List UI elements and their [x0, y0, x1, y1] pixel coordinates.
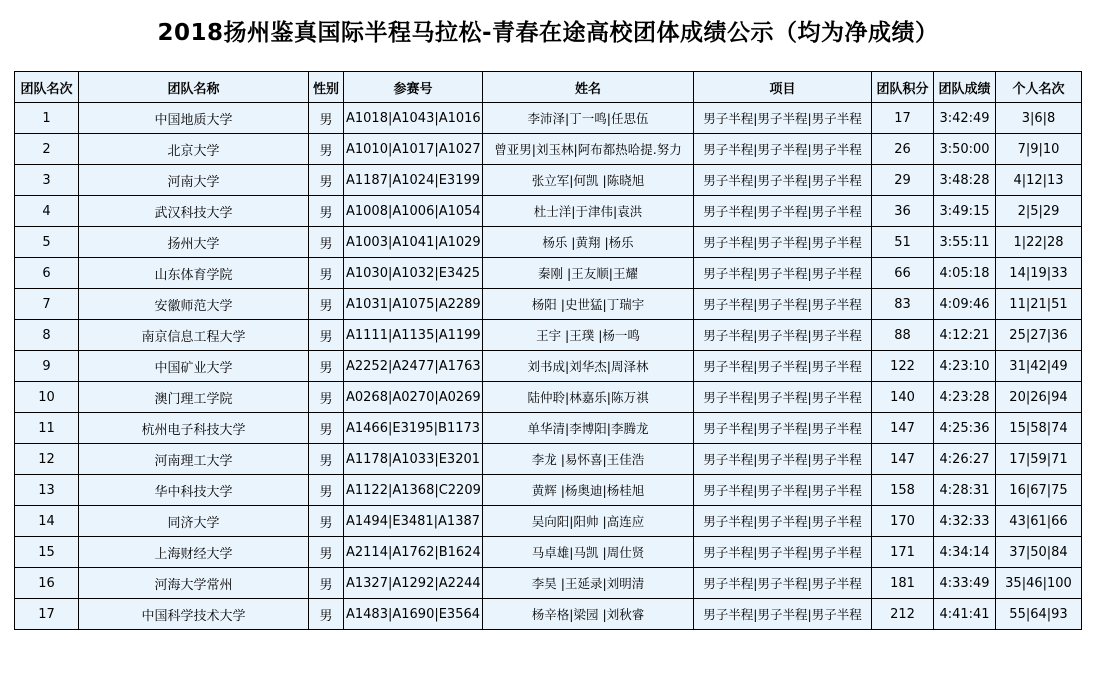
- cell-event: 男子半程|男子半程|男子半程: [694, 289, 872, 320]
- cell-bib-numbers: A0268|A0270|A0269: [344, 382, 483, 413]
- table-row: [15, 289, 1082, 320]
- cell-team-rank: 3: [15, 165, 79, 196]
- cell-individual-ranks: 4|12|13: [996, 165, 1082, 196]
- cell-runner-names: 张立军|何凯 |陈晓旭: [483, 165, 694, 196]
- cell-team-points: 29: [872, 165, 934, 196]
- table-body: [15, 103, 1082, 630]
- cell-event: 男子半程|男子半程|男子半程: [694, 258, 872, 289]
- cell-event: 男子半程|男子半程|男子半程: [694, 568, 872, 599]
- cell-runner-names: 李昊 |王延录|刘明清: [483, 568, 694, 599]
- cell-bib-numbers: A1111|A1135|A1199: [344, 320, 483, 351]
- cell-team-name: 华中科技大学: [79, 475, 309, 506]
- column-header-team-time: 团队成绩: [934, 72, 996, 103]
- cell-team-name: 河南大学: [79, 165, 309, 196]
- cell-team-rank: 4: [15, 196, 79, 227]
- cell-team-time: 4:33:49: [934, 568, 996, 599]
- cell-team-points: 147: [872, 444, 934, 475]
- cell-team-name: 中国矿业大学: [79, 351, 309, 382]
- cell-event: 男子半程|男子半程|男子半程: [694, 506, 872, 537]
- cell-event: 男子半程|男子半程|男子半程: [694, 165, 872, 196]
- cell-team-time: 3:55:11: [934, 227, 996, 258]
- cell-bib-numbers: A1008|A1006|A1054: [344, 196, 483, 227]
- table-row: [15, 599, 1082, 630]
- column-header-runner-names: 姓名: [483, 72, 694, 103]
- cell-runner-names: 杜士洋|于津伟|袁洪: [483, 196, 694, 227]
- cell-team-points: 212: [872, 599, 934, 630]
- cell-team-points: 122: [872, 351, 934, 382]
- cell-event: 男子半程|男子半程|男子半程: [694, 599, 872, 630]
- cell-team-points: 170: [872, 506, 934, 537]
- cell-team-name: 安徽师范大学: [79, 289, 309, 320]
- cell-bib-numbers: A1122|A1368|C2209: [344, 475, 483, 506]
- cell-individual-ranks: 55|64|93: [996, 599, 1082, 630]
- cell-team-name: 河南理工大学: [79, 444, 309, 475]
- results-table: [14, 71, 1082, 630]
- cell-team-name: 上海财经大学: [79, 537, 309, 568]
- cell-individual-ranks: 14|19|33: [996, 258, 1082, 289]
- cell-runner-names: 杨辛格|梁园 |刘秋睿: [483, 599, 694, 630]
- cell-runner-names: 李沛泽|丁一鸣|任思伍: [483, 103, 694, 134]
- cell-individual-ranks: 2|5|29: [996, 196, 1082, 227]
- cell-gender: 男: [309, 196, 344, 227]
- cell-team-name: 中国地质大学: [79, 103, 309, 134]
- cell-team-time: 4:23:28: [934, 382, 996, 413]
- cell-bib-numbers: A1494|E3481|A1387: [344, 506, 483, 537]
- column-header-team-rank: 团队名次: [15, 72, 79, 103]
- cell-individual-ranks: 20|26|94: [996, 382, 1082, 413]
- cell-team-name: 杭州电子科技大学: [79, 413, 309, 444]
- cell-team-time: 4:32:33: [934, 506, 996, 537]
- table-row: [15, 413, 1082, 444]
- cell-runner-names: 吴向阳|阳帅 |高连应: [483, 506, 694, 537]
- cell-bib-numbers: A1466|E3195|B1173: [344, 413, 483, 444]
- cell-bib-numbers: A1187|A1024|E3199: [344, 165, 483, 196]
- cell-individual-ranks: 31|42|49: [996, 351, 1082, 382]
- table-row: [15, 537, 1082, 568]
- table-row: [15, 103, 1082, 134]
- cell-team-points: 83: [872, 289, 934, 320]
- cell-team-name: 澳门理工学院: [79, 382, 309, 413]
- cell-bib-numbers: A1003|A1041|A1029: [344, 227, 483, 258]
- cell-team-rank: 10: [15, 382, 79, 413]
- cell-team-rank: 9: [15, 351, 79, 382]
- cell-team-time: 4:05:18: [934, 258, 996, 289]
- cell-runner-names: 马卓雄|马凯 |周仕贤: [483, 537, 694, 568]
- cell-team-time: 4:34:14: [934, 537, 996, 568]
- column-header-team-name: 团队名称: [79, 72, 309, 103]
- cell-gender: 男: [309, 103, 344, 134]
- cell-individual-ranks: 11|21|51: [996, 289, 1082, 320]
- table-row: [15, 475, 1082, 506]
- cell-gender: 男: [309, 165, 344, 196]
- cell-team-rank: 14: [15, 506, 79, 537]
- cell-team-name: 扬州大学: [79, 227, 309, 258]
- column-header-bib-numbers: 参赛号: [344, 72, 483, 103]
- cell-bib-numbers: A1327|A1292|A2244: [344, 568, 483, 599]
- table-row: [15, 568, 1082, 599]
- cell-individual-ranks: 37|50|84: [996, 537, 1082, 568]
- cell-runner-names: 刘书成|刘华杰|周泽林: [483, 351, 694, 382]
- cell-team-time: 4:12:21: [934, 320, 996, 351]
- cell-individual-ranks: 17|59|71: [996, 444, 1082, 475]
- cell-team-points: 36: [872, 196, 934, 227]
- cell-bib-numbers: A1178|A1033|E3201: [344, 444, 483, 475]
- table-row: [15, 444, 1082, 475]
- cell-event: 男子半程|男子半程|男子半程: [694, 196, 872, 227]
- cell-individual-ranks: 15|58|74: [996, 413, 1082, 444]
- cell-bib-numbers: A1018|A1043|A1016: [344, 103, 483, 134]
- table-row: [15, 506, 1082, 537]
- cell-team-name: 中国科学技术大学: [79, 599, 309, 630]
- cell-gender: 男: [309, 320, 344, 351]
- cell-team-time: 4:23:10: [934, 351, 996, 382]
- cell-team-rank: 11: [15, 413, 79, 444]
- cell-team-rank: 15: [15, 537, 79, 568]
- cell-runner-names: 曾亚男|刘玉林|阿布都热哈提.努力: [483, 134, 694, 165]
- cell-event: 男子半程|男子半程|男子半程: [694, 413, 872, 444]
- cell-gender: 男: [309, 351, 344, 382]
- cell-runner-names: 黄辉 |杨奥迪|杨桂旭: [483, 475, 694, 506]
- cell-team-rank: 8: [15, 320, 79, 351]
- cell-team-points: 158: [872, 475, 934, 506]
- cell-gender: 男: [309, 568, 344, 599]
- table-row: [15, 382, 1082, 413]
- cell-team-rank: 17: [15, 599, 79, 630]
- cell-individual-ranks: 35|46|100: [996, 568, 1082, 599]
- cell-runner-names: 陆仲聆|林嘉乐|陈万祺: [483, 382, 694, 413]
- cell-runner-names: 秦刚 |王友顺|王耀: [483, 258, 694, 289]
- cell-team-points: 17: [872, 103, 934, 134]
- cell-team-name: 同济大学: [79, 506, 309, 537]
- cell-gender: 男: [309, 227, 344, 258]
- column-header-team-points: 团队积分: [872, 72, 934, 103]
- cell-event: 男子半程|男子半程|男子半程: [694, 351, 872, 382]
- cell-event: 男子半程|男子半程|男子半程: [694, 475, 872, 506]
- cell-team-rank: 6: [15, 258, 79, 289]
- cell-event: 男子半程|男子半程|男子半程: [694, 227, 872, 258]
- cell-team-rank: 12: [15, 444, 79, 475]
- cell-runner-names: 王宇 |王璞 |杨一鸣: [483, 320, 694, 351]
- cell-runner-names: 杨乐 |黄翔 |杨乐: [483, 227, 694, 258]
- cell-team-points: 88: [872, 320, 934, 351]
- cell-team-time: 3:49:15: [934, 196, 996, 227]
- cell-team-rank: 5: [15, 227, 79, 258]
- cell-event: 男子半程|男子半程|男子半程: [694, 382, 872, 413]
- cell-team-name: 武汉科技大学: [79, 196, 309, 227]
- cell-team-name: 北京大学: [79, 134, 309, 165]
- cell-gender: 男: [309, 506, 344, 537]
- cell-gender: 男: [309, 537, 344, 568]
- cell-team-points: 26: [872, 134, 934, 165]
- cell-team-time: 4:28:31: [934, 475, 996, 506]
- cell-gender: 男: [309, 444, 344, 475]
- cell-gender: 男: [309, 134, 344, 165]
- cell-team-points: 140: [872, 382, 934, 413]
- cell-gender: 男: [309, 258, 344, 289]
- cell-bib-numbers: A1031|A1075|A2289: [344, 289, 483, 320]
- header-row: [15, 72, 1082, 103]
- cell-team-points: 181: [872, 568, 934, 599]
- table-row: [15, 320, 1082, 351]
- cell-event: 男子半程|男子半程|男子半程: [694, 134, 872, 165]
- cell-bib-numbers: A2252|A2477|A1763: [344, 351, 483, 382]
- cell-individual-ranks: 7|9|10: [996, 134, 1082, 165]
- cell-team-rank: 7: [15, 289, 79, 320]
- cell-team-time: 4:25:36: [934, 413, 996, 444]
- cell-gender: 男: [309, 289, 344, 320]
- cell-team-rank: 16: [15, 568, 79, 599]
- cell-event: 男子半程|男子半程|男子半程: [694, 444, 872, 475]
- cell-event: 男子半程|男子半程|男子半程: [694, 320, 872, 351]
- cell-individual-ranks: 43|61|66: [996, 506, 1082, 537]
- cell-team-time: 4:26:27: [934, 444, 996, 475]
- cell-team-time: 3:48:28: [934, 165, 996, 196]
- cell-team-time: 3:50:00: [934, 134, 996, 165]
- cell-gender: 男: [309, 382, 344, 413]
- cell-bib-numbers: A1010|A1017|A1027: [344, 134, 483, 165]
- cell-event: 男子半程|男子半程|男子半程: [694, 103, 872, 134]
- cell-team-points: 171: [872, 537, 934, 568]
- cell-team-points: 147: [872, 413, 934, 444]
- cell-bib-numbers: A1483|A1690|E3564: [344, 599, 483, 630]
- cell-team-time: 4:09:46: [934, 289, 996, 320]
- table-row: [15, 165, 1082, 196]
- cell-gender: 男: [309, 475, 344, 506]
- cell-team-rank: 2: [15, 134, 79, 165]
- page-title: 2018扬州鉴真国际半程马拉松-青春在途高校团体成绩公示（均为净成绩）: [157, 20, 939, 46]
- table-row: [15, 227, 1082, 258]
- table-row: [15, 351, 1082, 382]
- cell-team-rank: 1: [15, 103, 79, 134]
- table-row: [15, 134, 1082, 165]
- cell-team-points: 66: [872, 258, 934, 289]
- cell-individual-ranks: 1|22|28: [996, 227, 1082, 258]
- cell-runner-names: 单华清|李博阳|李腾龙: [483, 413, 694, 444]
- cell-bib-numbers: A2114|A1762|B1624: [344, 537, 483, 568]
- column-header-individual-ranks: 个人名次: [996, 72, 1082, 103]
- cell-event: 男子半程|男子半程|男子半程: [694, 537, 872, 568]
- cell-gender: 男: [309, 413, 344, 444]
- cell-individual-ranks: 3|6|8: [996, 103, 1082, 134]
- cell-team-rank: 13: [15, 475, 79, 506]
- cell-team-name: 河海大学常州: [79, 568, 309, 599]
- cell-bib-numbers: A1030|A1032|E3425: [344, 258, 483, 289]
- column-header-event: 项目: [694, 72, 872, 103]
- cell-team-name: 南京信息工程大学: [79, 320, 309, 351]
- table-row: [15, 196, 1082, 227]
- cell-team-time: 3:42:49: [934, 103, 996, 134]
- cell-gender: 男: [309, 599, 344, 630]
- cell-team-points: 51: [872, 227, 934, 258]
- cell-individual-ranks: 16|67|75: [996, 475, 1082, 506]
- cell-team-time: 4:41:41: [934, 599, 996, 630]
- cell-team-name: 山东体育学院: [79, 258, 309, 289]
- column-header-gender: 性别: [309, 72, 344, 103]
- table-row: [15, 258, 1082, 289]
- cell-individual-ranks: 25|27|36: [996, 320, 1082, 351]
- cell-runner-names: 杨阳 |史世猛|丁瑞宇: [483, 289, 694, 320]
- cell-runner-names: 李龙 |易怀喜|王佳浩: [483, 444, 694, 475]
